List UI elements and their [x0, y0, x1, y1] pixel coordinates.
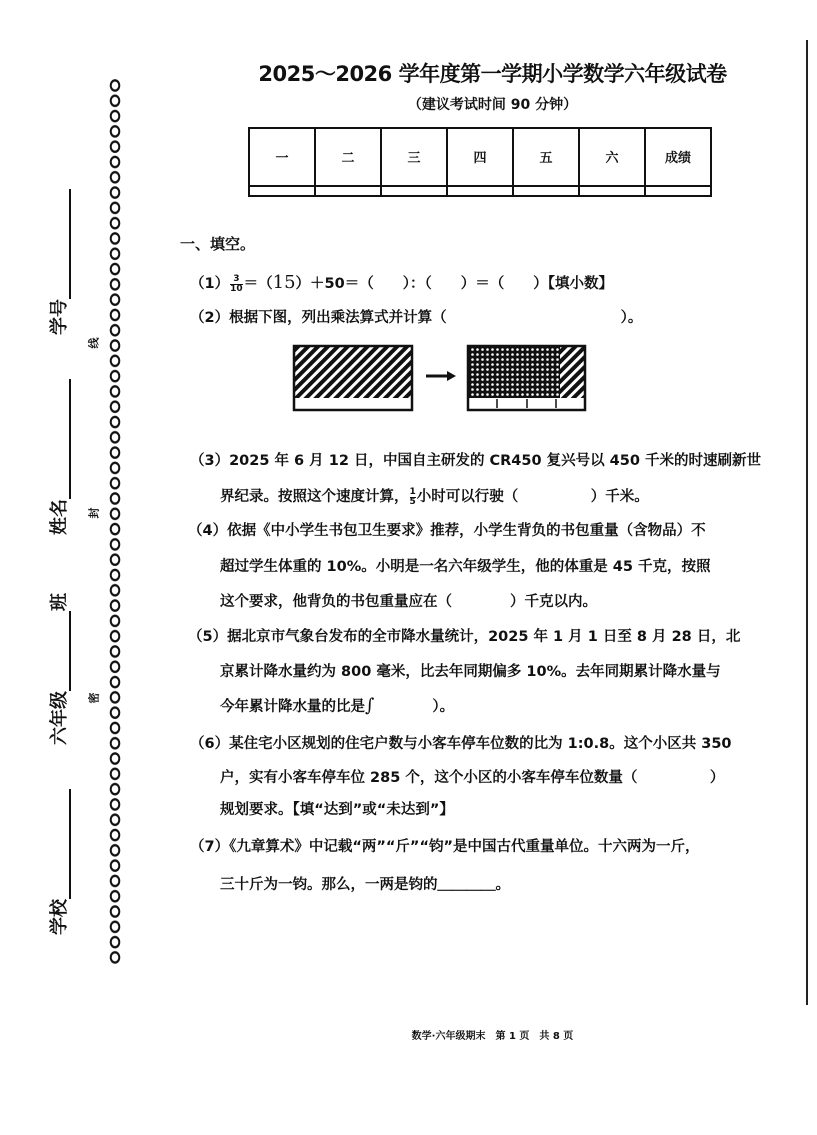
seal-mark-feng: 封 — [87, 507, 101, 519]
exam-title: 2025～2026 学年度第一学期小学数学六年级试卷 — [258, 62, 727, 86]
seal-mark-mi: 密 — [87, 692, 101, 704]
question-3-line-1: （3）2025 年 6 月 12 日，中国自主研发的 CR450 复兴号以 450 千米的时速刷新世 — [190, 453, 761, 469]
question-4-line-2: 超过学生体重的 10%。小明是一名六年级学生，他的体重是 45 千克，按照 — [220, 559, 711, 575]
question-1: （1） $\frac{3}{10}$ ＝（15）＋50＝（ ）：（ ）＝（ ）【填小数】 — [190, 272, 613, 294]
score-table — [248, 127, 712, 197]
question-5-line-3: 今年累计降水量的比是∫ ）。 — [220, 695, 455, 716]
question-6-line-3: 规划要求。【填“达到”或“未达到”】 — [220, 802, 454, 818]
binding-info — [45, 75, 85, 975]
question-5-line-1: （5）据北京市气象台发布的全市降水量统计，2025 年 1 月 1 日至 8 月 28 日，北 — [188, 629, 741, 645]
score-cell[interactable] — [513, 186, 579, 196]
section-heading: 一、填空。 — [180, 235, 256, 253]
score-header: 六 — [579, 128, 645, 186]
score-header: 三 — [381, 128, 447, 186]
score-header: 成绩 — [645, 128, 711, 186]
score-header: 一 — [249, 128, 315, 186]
question-5-line-2: 京累计降水量约为 800 毫米，比去年同期偏多 10%。去年同期累计降水量与 — [220, 664, 721, 680]
question-7-line-2: 三十斤为一钧。那么，一两是钧的＿＿＿＿。 — [220, 877, 510, 893]
seal-mark-xian: 线 — [87, 337, 101, 349]
score-cell[interactable] — [315, 186, 381, 196]
score-cell[interactable] — [381, 186, 447, 196]
student-no-field[interactable]: 学号 — [45, 189, 71, 335]
binding-hole-circles — [109, 78, 121, 966]
question-7-line-1: （7）《九章算术》中记载“两”“斤”“钧”是中国古代重量单位。十六两为一斤， — [190, 839, 700, 855]
question-4-line-1: （4）依据《中小学生书包卫生要求》推荐，小学生背负的书包重量（含物品）不 — [188, 523, 706, 539]
question-6-line-2: 户，实有小客车停车位 285 个，这个小区的小客车停车位数量（ ） — [220, 770, 725, 786]
score-cell[interactable] — [645, 186, 711, 196]
original-rectangle — [294, 346, 412, 410]
school-field[interactable]: 学校 — [45, 789, 71, 935]
page-footer: 数学·六年级期末 第 1 页 共 8 页 — [411, 1031, 574, 1042]
score-cell[interactable] — [579, 186, 645, 196]
score-cell[interactable] — [447, 186, 513, 196]
handwritten-mark: ∫ — [365, 695, 375, 716]
fraction: $\frac{1}{5}$ — [409, 486, 416, 507]
score-header: 二 — [315, 128, 381, 186]
score-cell[interactable] — [249, 186, 315, 196]
fraction: $\frac{3}{10}$ — [230, 273, 243, 294]
score-header: 四 — [447, 128, 513, 186]
grade-class-field[interactable]: 六年级班 — [49, 593, 70, 745]
question-2: （2）根据下图，列出乘法算式并计算（ ）。 — [190, 310, 643, 326]
page-border-line — [806, 40, 808, 1005]
question-6-line-1: （6）某住宅小区规划的住宅户数与小客车停车位数的比为 1:0.8。这个小区共 350 — [190, 736, 732, 752]
multiplication-figure — [290, 342, 590, 414]
arrow-icon — [426, 371, 456, 381]
question-4-line-3: 这个要求，他背负的书包重量应在（ ）千克以内。 — [220, 594, 597, 610]
exam-subtitle: （建议考试时间 90 分钟） — [407, 97, 578, 113]
name-field[interactable]: 姓名 — [45, 379, 71, 535]
score-header: 五 — [513, 128, 579, 186]
question-3-line-2: 界纪录。按照这个速度计算， $\frac{1}{5}$ 小时可以行驶（ ）千米。 — [220, 486, 649, 507]
handwritten-answer: 15 — [272, 272, 296, 293]
result-rectangle — [468, 346, 585, 410]
